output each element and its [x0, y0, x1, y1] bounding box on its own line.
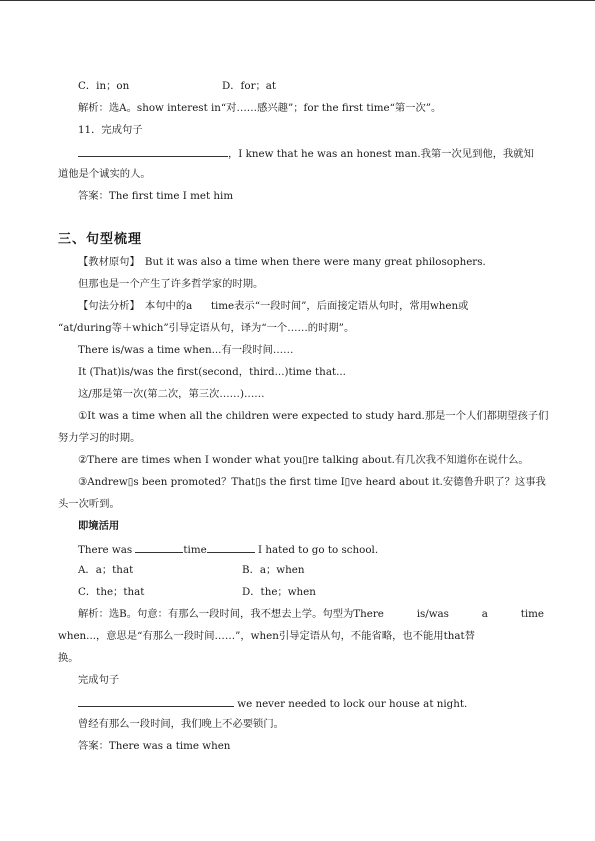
example-3-line-2: 头一次听到。 — [58, 498, 120, 510]
example-1-line-2: 努力学习的时期。 — [58, 432, 141, 444]
complete-rest: we never needed to lock our house at night. — [234, 698, 468, 710]
analysis-2-word-3: a — [481, 608, 488, 620]
option-c: C．in；on — [78, 80, 130, 92]
example-2: ②There are times when I wonder what you▯re talking about.有几次我不知道你在说什么。 — [78, 454, 529, 466]
complete-cn: 曾经有那么一段时间，我们晚上不必要锁门。 — [78, 718, 284, 730]
syntax-analysis-1a: 【句法分析】 本句中的a — [78, 300, 193, 312]
practice-heading: 即境活用 — [78, 520, 120, 532]
pattern-2: It (That)is/was the first(second，third...)time that... — [78, 366, 346, 378]
choice-c: C．the；that — [78, 586, 145, 598]
practice-question — [78, 541, 544, 557]
complete-heading: 完成句子 — [78, 674, 120, 686]
textbook-original-cn: 但那也是一个产生了许多哲学家的时期。 — [78, 278, 264, 290]
syntax-analysis-1b: time表示“一段时间”，后面接定语从句时，常用when或 — [210, 300, 469, 312]
complete-blank[interactable] — [78, 695, 234, 707]
choice-d: D．the；when — [242, 586, 316, 598]
analysis-2-line-2: when...，意思是“有那么一段时间……”，when引导定语从句，不能省略，也不能用that替 — [58, 630, 475, 642]
analysis-2-line-3: 换。 — [58, 652, 79, 664]
syntax-analysis-2: “at/during等＋which”引导定语从句，译为“一个……的时期”。 — [58, 322, 355, 334]
analysis-2-word-1: 解析：选B。句意：有那么一段时间，我不想去上学。句型为There — [78, 608, 384, 620]
choices-ab — [78, 563, 544, 577]
choice-b: B．a；when — [242, 564, 305, 576]
q11-line-2: 道他是个诚实的人。 — [58, 168, 151, 180]
top-rule — [0, 0, 595, 1]
analysis-2-word-2: is/was — [416, 608, 449, 620]
choice-a: A．a；that — [78, 564, 134, 576]
section-heading: 三、句型梳理 — [58, 232, 143, 247]
pattern-3: 这/那是第一次(第二次，第三次……)…… — [78, 388, 265, 400]
complete-sentence — [78, 695, 544, 711]
example-1-line-1: ①It was a time when all the children were expected to study hard.那是一个人们都期望孩子们 — [78, 410, 549, 422]
question-11: 11．完成句子 — [78, 124, 143, 136]
option-d: D．for；at — [222, 80, 277, 92]
analysis-1: 解析：选A。show interest in“对……感兴趣”；for the first time“第一次”。 — [78, 102, 442, 114]
q11-rest: ，I knew that he was an honest man.我第一次见到他，我就知 — [228, 148, 534, 160]
pattern-1: There is/was a time when...有一段时间…… — [78, 344, 294, 356]
example-3-line-1: ③Andrew▯s been promoted？That▯s the first time I▯ve heard about it.安德鲁升职了？这事我 — [78, 476, 546, 488]
q11-sentence — [78, 145, 544, 161]
blank-1[interactable] — [135, 541, 183, 553]
question-part-c: I hated to go to school. — [254, 544, 379, 556]
question-part-b: time — [183, 544, 207, 556]
question-part-a: There was — [78, 544, 136, 556]
analysis-2-word-4: time — [520, 608, 544, 620]
blank-2[interactable] — [207, 541, 255, 553]
answer-blank[interactable] — [78, 145, 228, 157]
syntax-analysis-1 — [78, 299, 544, 313]
answer-1: 答案：The first time I met him — [78, 190, 234, 202]
choices-cd — [78, 585, 544, 599]
analysis-2-line-1 — [78, 607, 544, 621]
answer-2: 答案：There was a time when — [78, 740, 231, 752]
textbook-original: 【教材原句】 But it was also a time when there were many great philosophers. — [78, 256, 486, 268]
option-row-cd — [78, 79, 544, 93]
